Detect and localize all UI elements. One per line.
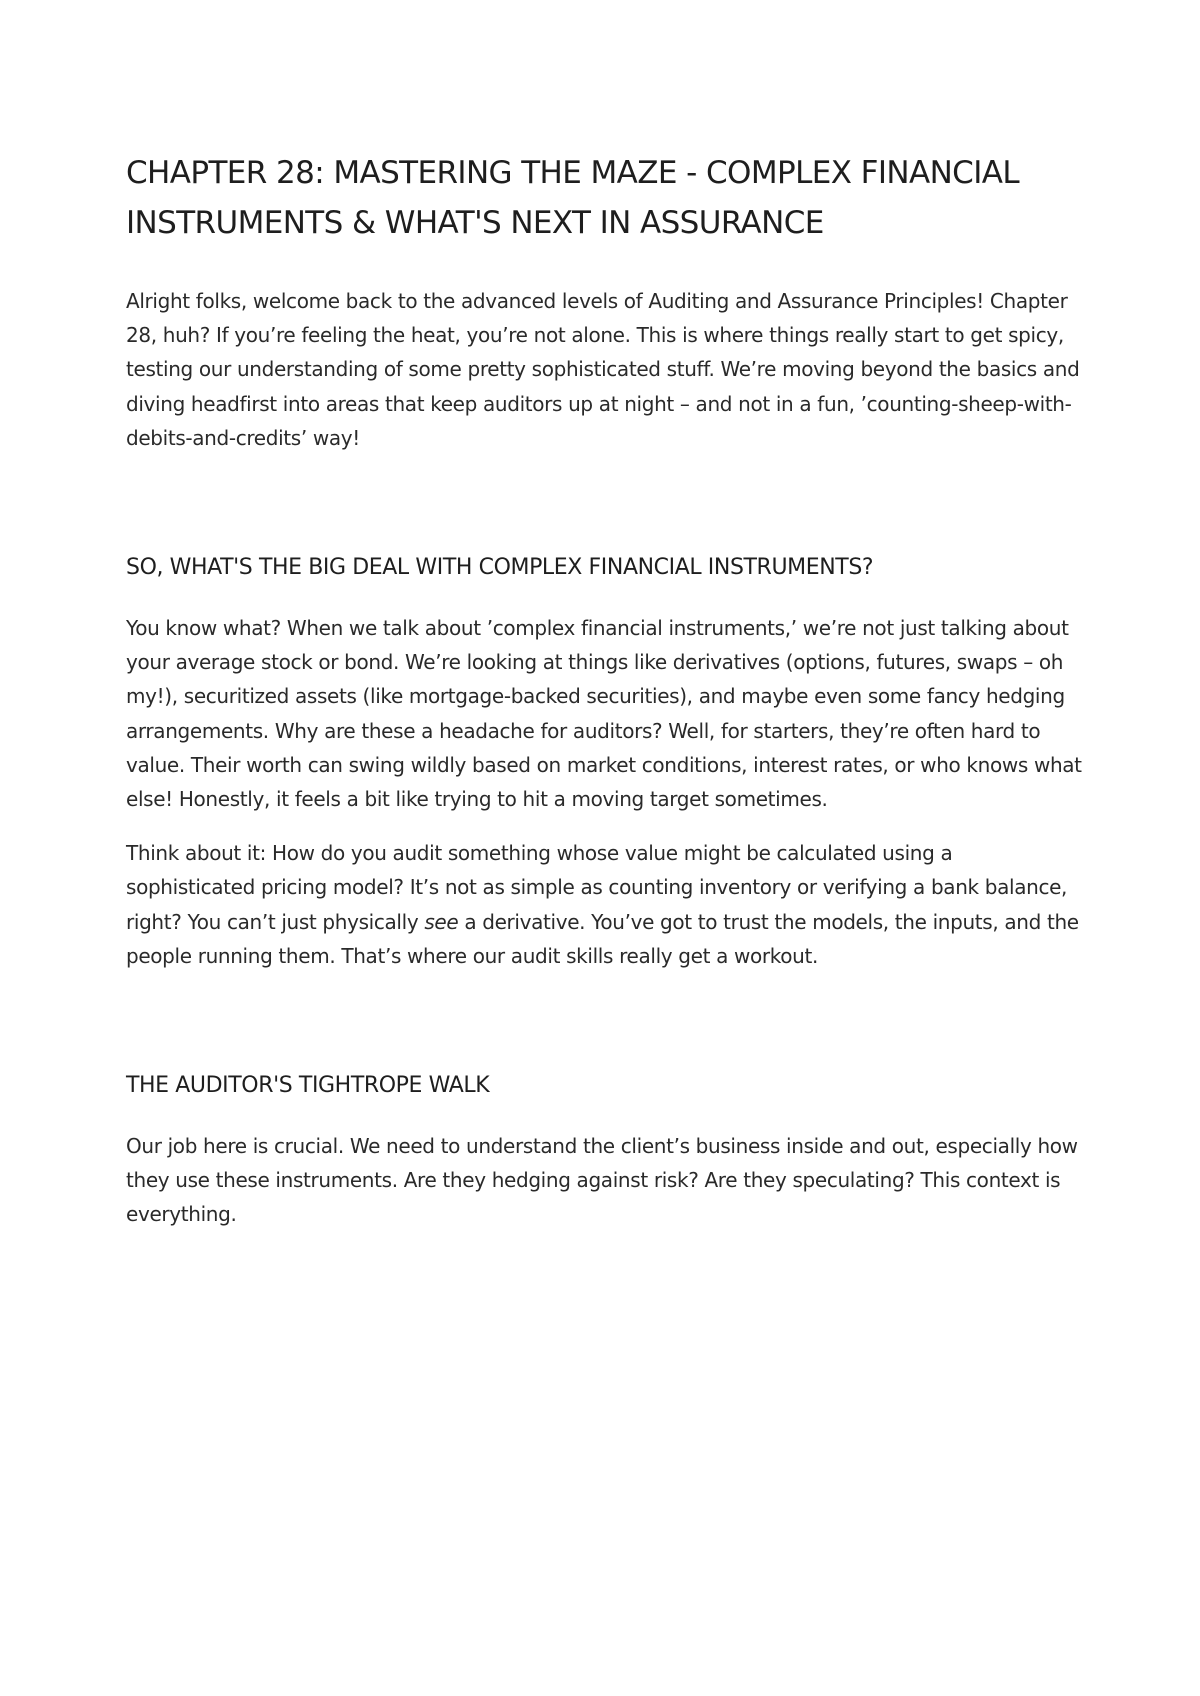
paragraph-text: Think about it: How do you audit something whose value might be calculated using a sophisticated pricing model? It’s not as simple as counting inventory or verifying a bank balance, right? You can’t just physically <box>126 841 1068 934</box>
section-spacer <box>126 993 1086 1071</box>
document-page <box>126 148 1086 1252</box>
paragraph-text: a derivative. You’ve got to trust the models, the inputs, and the people running them. That’s where our audit skills really get a workout. <box>126 909 1079 968</box>
intro-paragraph: Alright folks, welcome back to the advanced levels of Auditing and Assurance Principles! Chapter 28, huh? If you’re feeling the heat, you’re not alone. This is where things really start to get spicy, testing our understanding of some pretty sophisticated stuff. We’re moving beyond the basics and diving headfirst into areas that keep auditors up at night – and not in a fun, ’counting-sheep-with-debits-and-credits’ way! <box>126 289 1080 450</box>
section2-paragraph-1: Our job here is crucial. We need to understand the client’s business inside and out, especially how they use these instruments. Are they hedging against risk? Are they speculating? This context is everything. <box>126 1134 1078 1227</box>
emphasized-word: see <box>424 909 459 934</box>
chapter-title: CHAPTER 28: MASTERING THE MAZE - COMPLEX FINANCIAL INSTRUMENTS & WHAT'S NEXT IN ASSURANCE <box>126 155 1020 241</box>
section1-paragraph-1: You know what? When we talk about ’complex financial instruments,’ we’re not just talking about your average stock or bond. We’re looking at things like derivatives (options, futures, swaps – oh my!), securitized assets (like mortgage-backed securities), and maybe even some fancy hedging arrangements. Why are these a headache for auditors? Well, for starters, they’re often hard to value. Their worth can swing wildly based on market conditions, interest rates, or who knows what else! Honestly, it feels a bit like trying to hit a moving target sometimes. <box>126 616 1082 812</box>
section1-paragraph-2 <box>126 836 1086 973</box>
section-heading-complex-instruments: SO, WHAT'S THE BIG DEAL WITH COMPLEX FINANCIAL INSTRUMENTS? <box>126 555 874 581</box>
section-heading-tightrope-walk: THE AUDITOR'S TIGHTROPE WALK <box>126 1073 490 1099</box>
section-spacer <box>126 475 1086 553</box>
